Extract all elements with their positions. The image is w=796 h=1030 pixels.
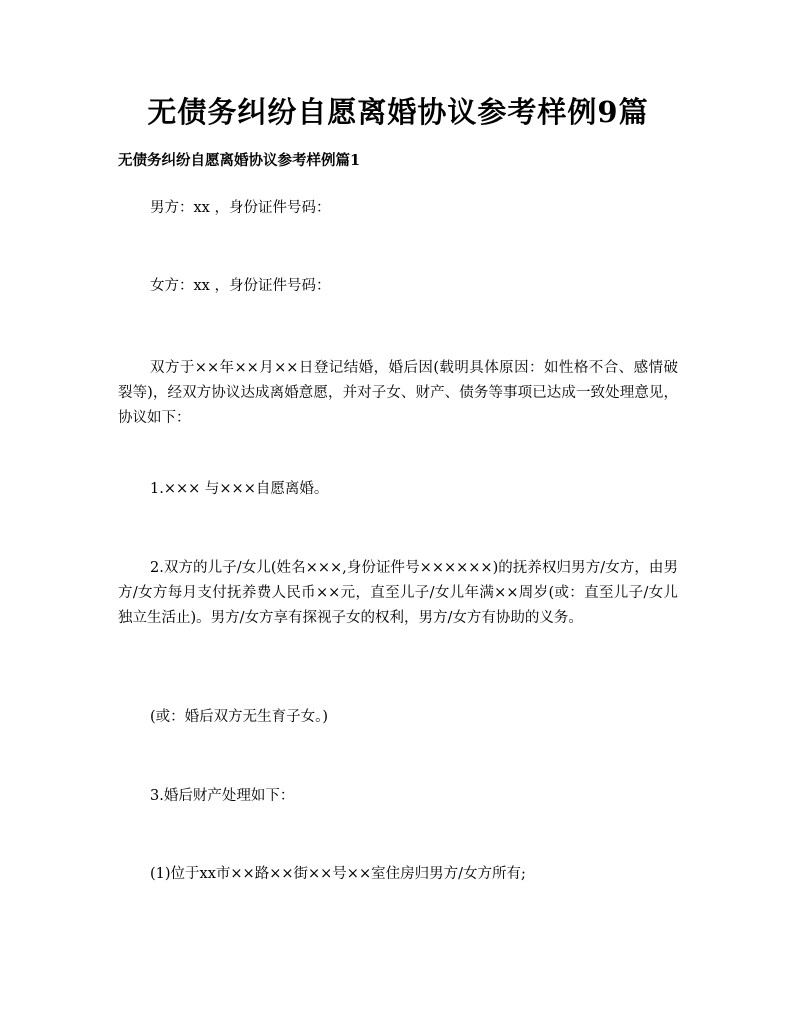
section-heading: 无债务纠纷自愿离婚协议参考样例篇1	[118, 152, 361, 169]
document-title: 无债务纠纷自愿离婚协议参考样例9篇	[147, 95, 649, 129]
paragraph-clause-2: 2.双方的儿子/女儿(姓名×××,身份证件号××××××)的抚养权归男方/女方，由男方/女方每月支付抚养费人民币××元，直至儿子/女儿年满××周岁(或：直至儿子/女儿独立生活止)。男方/女方享有探视子女的权利，男方/女方有协助的义务。	[118, 560, 678, 626]
paragraph-preamble: 双方于××年××月××日登记结婚，婚后因(载明具体原因：如性格不合、感情破裂等)，经双方协议达成离婚意愿，并对子女、财产、债务等事项已达成一致处理意见，协议如下：	[118, 360, 678, 426]
paragraph-clause-3: 3.婚后财产处理如下：	[150, 788, 295, 804]
paragraph-female-party: 女方：xx ，身份证件号码：	[150, 278, 331, 294]
paragraph-male-party: 男方：xx ，身份证件号码：	[150, 200, 331, 216]
paragraph-clause-3-1: (1)位于xx市××路××街××号××室住房归男方/女方所有;	[150, 866, 526, 882]
paragraph-no-children-note: (或：婚后双方无生育子女。)	[150, 709, 329, 725]
paragraph-clause-1: 1.××× 与×××自愿离婚。	[150, 481, 329, 497]
